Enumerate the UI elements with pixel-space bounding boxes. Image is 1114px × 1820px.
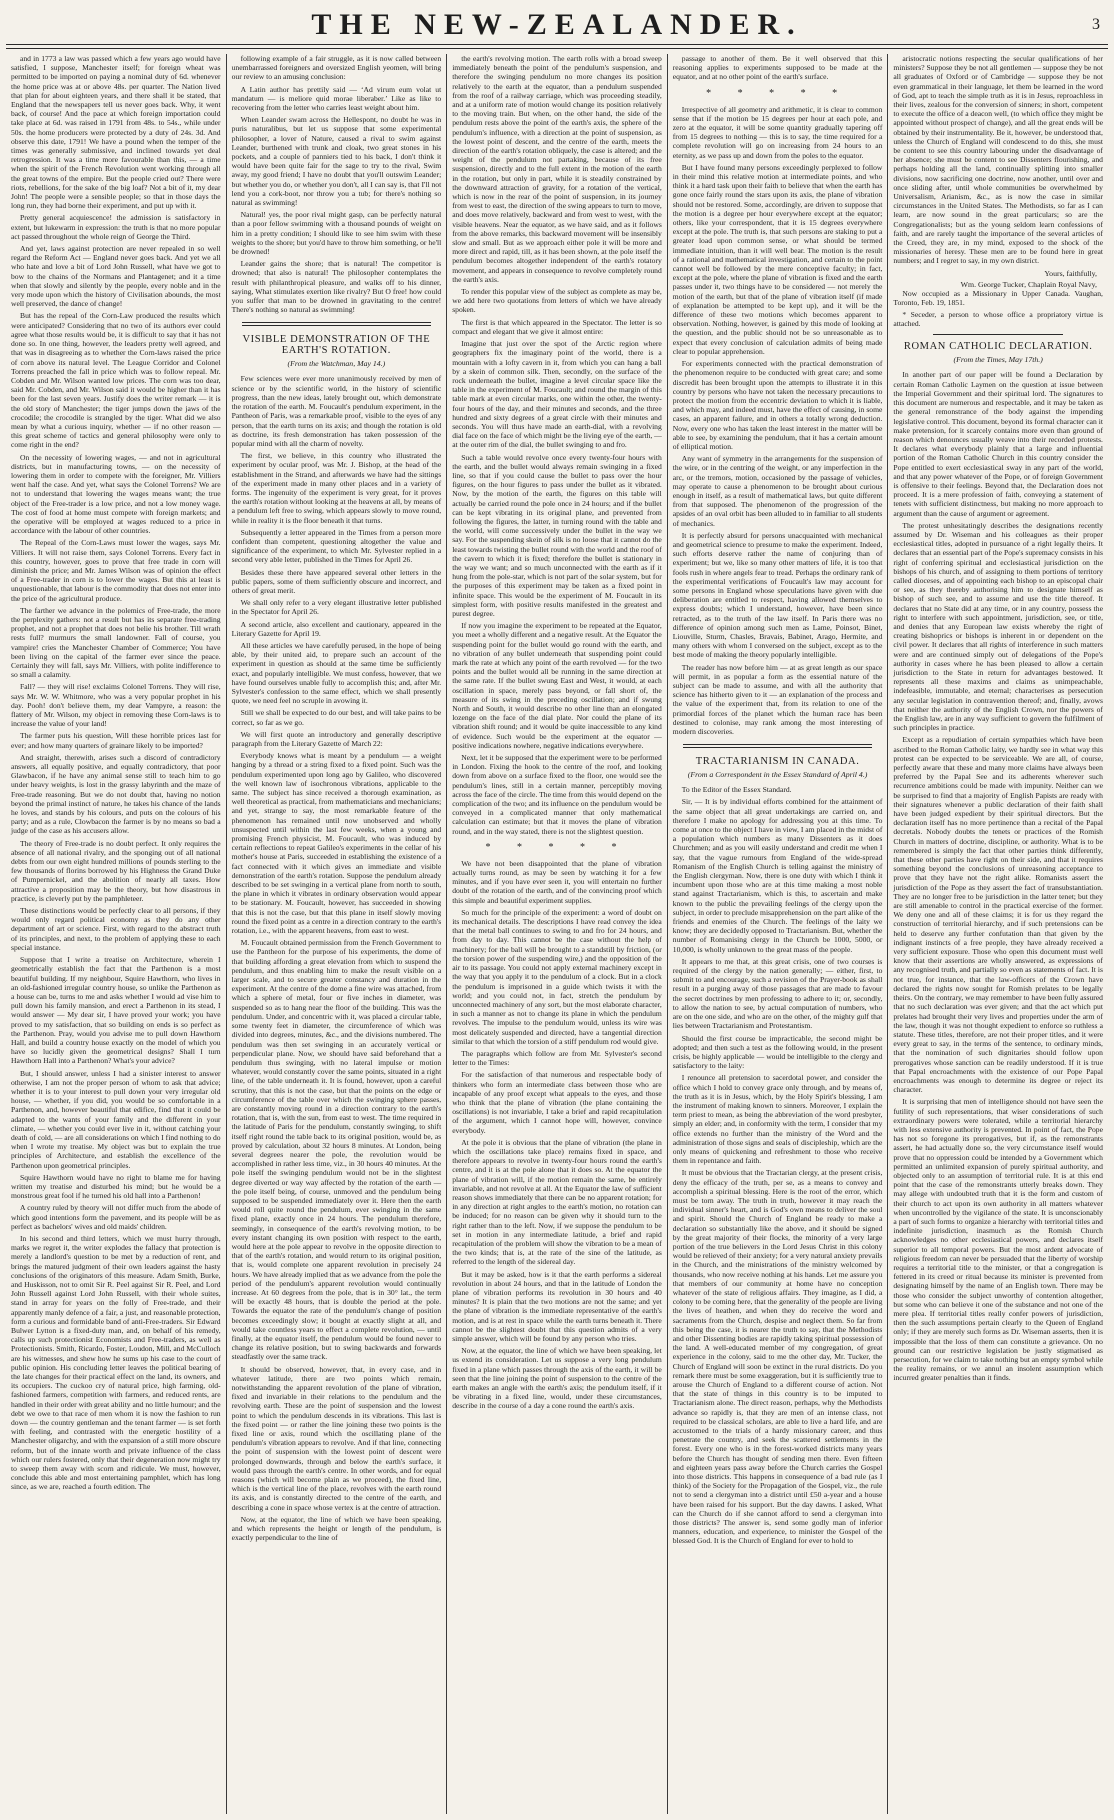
- article-paragraph: The first, we believe, in this country who illustrated the experiment by ocular proof, was Mr. J. Bishop, at the head of the establishment in the Strand, and afterwards we have had the sittings of the experiment made in many other places and in a variety of forms. The ingenuity of the experiment is very great, for it proves the earth's rotation without looking at the heavens at all, by means of a pendulum left free to swing, which appears slowly to move round, while in reality it is the floor beneath it that turns.: [231, 451, 442, 525]
- article-paragraph: The farther we advance in the polemics of Free-trade, the more the perplexity gathers: not a result but has its separate free-trading prophet, and not a prophet that does not belie his brother. Till wrath rests full? murmurs the small landowner. Fall of course, you vampire! cries the Manchester Chamber of Commerce; You have been living on the capital of the farmer ever since the peace. Certainly they will fall, says Mr. Villiers, with polite indifference to so small a calamity.: [11, 605, 221, 680]
- article-paragraph: The first is that which appeared in the Spectator. The letter is so compact and elegant that we give it almost entire:: [452, 317, 662, 336]
- article-paragraph: A second article, also excellent and cautionary, appeared in the Literary Gazette for April 19.: [231, 619, 442, 638]
- article-paragraph: Should the first course be impracticable, the second might be adopted; and then such a test as the following would, in the present crisis, be highly applicable — would be intelligible to the clergy and satisfactory to the laity:: [672, 1033, 883, 1071]
- article-paragraph: Natural! yes, the poor rival might gasp, can be perfectly natural than a poor fellow swimming with a thousand pounds of weight on him in a pretty condition; I should like to see him swim with these weights to the shore; but you'd have to throw him something, or he'll be drowned!: [231, 210, 442, 257]
- masthead-rule: [6, 44, 1108, 45]
- article-paragraph: On the necessity of lowering wages, — and not in agricultural districts, but in manufacturing towns, — on the necessity of lowering them in order to compete with the foreigner, Mr. Villiers went half the case. And yet, what says the Colonel Torrens? We are not to understand that lowering the wages means want; the true object of the Free-trader is a low price, and not a low money wage. The cost of food at home must compete with foreign markets; and the operative will be employed at wages reduced to a price in accordance with the labour of other countries.: [11, 452, 221, 536]
- article-paragraph: Irrespective of all geometry and arithmetic, it is clear to common sense that if the motion be 15 degrees per hour at each pole, and zero at the equator, it will be some quantity gradually tapering off from 15 degrees to nothing — this is to say, the time required for a complete revolution will go on increasing from 24 hours to an eternity, as we pass up and down from the poles to the equator.: [672, 104, 883, 160]
- article-paragraph: A country ruled by theory will not differ much from the abode of which good intentions form the pavement, and its people will be as perfect as bachelors' wives and old maids' children.: [11, 1203, 221, 1231]
- article-paragraph: Except as a repudiation of certain sympathies which have been ascribed to the Roman Catholic laity, we hardly see in what way this protest can be expected to be serviceable. We are all, of course, perfectly aware that these and many more claims have always been preferred by the Papal See and its adherents wherever such recurrence ambitions could be made with impunity. Neither can we be surprised to find that a majority of English Papists are ready with their signatures whenever a public declaration of their faith shall have been judged expedient by their spiritual directors. But the declaration itself has no more pertinence than a recital of the Papal decretals. Nobody doubts the tenets or practices of the Romish Church in matters of doctrine, discipline, or authority. What is to be remembered is simply the fact that other parties think differently, that these other parties have right on their side, and that it requires something beyond the conclusions of unreasoning acceptance to prove that they have not the right alike. Romanists assert the jurisdiction of the Pope as they assert the fact of transubstantiation. They are no longer free to be jurisdiction in the latter tenet; but they are still amenable to control in the practical exercise of the former. We deny one and all of these claims; it is for us they regard the construction of territorial hierarchy, and if such pretensions can be held to deserve any further confutation than that given by the indignant instincts of a free people, they have already received a very sufficient exposure. Those who open this document must well know that their assertions are wholly answered, as expressions of any recognised truth, and partially so even as statements of fact. It is not true, for instance, that the law-officers of the Crown have declared the rights now sought for Romish prelates to be legally theirs. On the contrary, we may remember to have been fully assured that no such declaration was ever given; and that the act which put prelates had brought their very lives and properties under the arm of the law, though it was not thought expedient to enforce so ruthless a statute. These titles, therefore, are not their proper titles, and it were every great to say, in the terms of the sentence, to ordinary minds, that the nomination of such dignitaries should follow upon prerogatives whose sanction can be readily understood. If it is true that Papal encroachments with the existence of our Pope Papal encroachments was enough to determine its degree or reject its character.: [893, 735, 1103, 1095]
- article-paragraph: Still we shall be expected to do our best, and will take pains to be correct, so far as we go.: [231, 708, 442, 727]
- article-paragraph: Few sciences were ever more unanimously received by men of science or by the scientific world, in the history of scientific progress, than the new ideas, lately brought out, which demonstrate the rotation of the earth. M. Foucault's pendulum experiment, in the Pantheon of Paris, was a remarkable proof, visible to the eyes of any person, that the earth turns on its axis; and though the rotation is old as doctrine, its fresh demonstration has taken possession of the popular mind with all the charm of novelty.: [231, 374, 442, 448]
- article-paragraph: The protest unhesitatingly describes the designations recently assumed by Dr. Wiseman and his colleagues as their proper ecclesiastical titles, adopted in pursuance of a right legally theirs. It declares that an essential part of the Pope's supremacy consists in his right of conferring spiritual and ecclesiastical jurisdiction on the bishops of his church, and of assigning to them portions of territory called dioceses, and of appointing each bishop to an episcopal chair or see, as they thereby authorising him to designate himself as bishop of such see, and to assume and use the title thereof. It declares that no State did at any time, or in any country, possess the right to interfere with such appointment, jurisdiction, see, or title, and denies that any European law exists whereby the right of creating bishoprics or bishops is inherent in or dependent on the civil power. It declares that all rights of interference in such matters were and are continued simply out of delegations of the Pope's authority in cases where he has been pleased to allow a certain jurisdiction to the State in return for advantages bestowed. It represents all these maxims and claims as unimpeachable, indefeasible, immutable, and eternal; characterises as persecution any secular legislation in contravention thereof; and, finally, avows that neither the authority of the English Crown, nor the powers of the English law, are in any way sufficient to govern the fulfilment of such principles in practice.: [893, 520, 1103, 733]
- article-paragraph: Imagine that just over the spot of the Arctic region where geographers fix the imaginary point of the world, there is a mountain with a lofty cavern in it, from which you can hang a ball by a skein of common silk. Then, secondly, on the surface of the rock underneath the bullet, imagine a level circular space like the table in the experiment of M. Foucault; and round the margin of this table mark at even circular marks, one within the other, the twenty-four hours of the day, and their minutes and seconds, and the three hundred and sixty degrees of a great circle with their minutes and seconds. You will thus have made an earth-dial, with a revolving dial face on the face of which might be the living eye of the earth, — at the outer rim of the dial, the bullet swinging to and fro.: [452, 339, 662, 450]
- article-source: (From the Watchman, May 14.): [287, 359, 386, 369]
- article-paragraph: Subsequently a letter appeared in the Times from a person more confident than competent, questioning altogether the value and significance of the experiment, to which Mr. Sylvester replied in a second very able letter, published in the Times for April 26.: [231, 527, 442, 565]
- article-paragraph: All these articles we have carefully perused, in the hope of being able, by their united aid, to prepare such an account of the experiment in question as should at the same time be sufficiently exact, and popularly intelligible. We must confess, however, that we have found ourselves unable fully to accomplish this; and, after Mr. Sylvester's confession to the same effect, which we shall presently quote, we need feel no scruple in avowing it.: [231, 640, 442, 706]
- article-paragraph: It is surprising that men of intelligence should not have seen the futility of such representations, that wiser considerations of such extraordinary powers were tolerated, while a territorial hierarchy with less extensive authority is prevented. In point of fact, the Pope has not so foregone its prerogatives, but if, as the remonstrants assert, he had actually done so, the very circumstance itself would prove that no oppression could be intended by a Government which permitted an unlimited expansion of purely spiritual authority, and objected only to an assumption of territorial rule. It is at this end point that the case of the remonstrants utterly breaks down. They may allege with undoubted truth that it is the form and custom of their church to act upon its own authority in all matters whatever when uncontrolled by the vigilance of the state. It is unconscionably a part of such forms to organize a hierarchy with territorial titles and indefinite jurisdiction, inasmuch as the Romish Church acknowledges no other ecclesiastical powers, and declares itself superior to all temporal powers. But the most ardent advocate of religious freedom can never be persuaded that the liberty of worship requires a territorial title to the minister, or that a congregation is fettered in its creed or ritual because its minister is prevented from designating himself by the name of an English town. There may be those who consider the subject unworthy of contention altogether, but some who can believe it one of the substance and not one of the mere plea. If territorial titles really confer powers of jurisdiction, then the such assumptions pertain clearly to the Queen of England only; if they are merely such forms as Dr. Wiseman asserts, then it is impossible that the loss of them can constitute a grievance. On no ground can our restrictive legislation be justly stigmatised as persecution, for we claim to take nothing but an empty symbol while the reality remains, or we annul an insolent assumption which incurred greater penalties than it finds.: [893, 1097, 1103, 1383]
- ellipsis-stars: * * * * *: [485, 841, 629, 853]
- column-2: [226, 54, 447, 1814]
- article-paragraph: The Repeal of the Corn-Laws must lower the wages, says Mr. Villiers. It will not raise them, says Colonel Torrens. Every fact in this country, however, goes to prove that free trade in corn will diminish the price; and Mr. James Wilson was of opinion the effect of a Free-trader in corn is to lower the wages. But this at least is unquestionable, that labour is the commodity that does not enter into the price of the agricultural produce.: [11, 538, 221, 603]
- article-paragraph: In another part of our paper will be found a Declaration by certain Roman Catholic Laymen on the question at issue between the Imperial Government and their spiritual lord. The signatures to this document are numerous and respectable, and it may be taken as the general remonstrance of the body against the impending legislative control. This document, beyond its formal character can it make pretension, for it scarcely contains more even than ground of reason which denounces usually weave into their recorded protests. It declares what everybody plainly that a large and influential portion of the Roman Catholic Church in this country consider the Pope entitled to exert ecclesiastical sway in any part of the world, and that any power whatever of the Pope, or of foreign Government is offensive to their feelings. Beyond that, the Declaration does not proceed. It is a mere profession of faith, conveying a statement of tenets with sufficient distinctness, but making no more approach to argument than the cause of argument or agreement.: [893, 370, 1103, 518]
- article-paragraph: These distinctions would be perfectly clear to all persons, if they would only regard political economy as they do any other department of art or science. First, with regard to the abstract truth of its principles, and next, to the problem of applying these to each special instance.: [11, 906, 221, 952]
- article-paragraph: M. Foucault obtained permission from the French Government to use the Pantheon for the purpose of his experiments, the dome of that building affording a great elevation from which to suspend the pendulum, and thus enabling him to make the result visible on a larger scale, and to secure greater constancy and duration in the experiment. At the centre of the dome a fine wire was attached, from which a sphere of metal, four or five inches in diameter, was suspended so as to hang near the floor of the building. This was the pendulum. Under, and concentric with it, was placed a circular table, some twenty feet in diameter, the circumference of which was divided into degrees, minutes, &c., and the divisions numbered. The pendulum was then set swinging in an accurately vertical or perpendicular plane. Now, we should have said beforehand that a pendulum thus swinging, with no lateral impulse or motion whatever, would constantly cover the same points, situated in a right line, of the table underneath it. It is found, however, upon a careful scrutiny, that this is not the case, but that the points on the edge or circumference of the table over which the swinging sphere passes, are constantly moving round in a direction contrary to the earth's rotation, that is, with the sun, from east to west. The time required in the latitude of Paris for the pendulum, constantly swinging, to shift itself right round the table back to its original position, would be, as proved by calculation, about 32 hours 8 minutes. At London, being several degrees nearer the pole, the revolution would be accomplished in rather less time, viz., in 30 hours 40 minutes. At the pole itself the swinging pendulum would not be in the slightest degree diverted or way way affected by the rotation of the earth — the pole itself being, of course, unmoved and the pendulum being supposed to be suspended immediately over it. Here then the earth would roll quite round the pendulum, ever swinging in the same fixed plane, exactly once in 24 hours. The pendulum therefore, seemingly, in consequence of the earth's revolving motion, to be every instant changing its own position with respect to the earth, would here at the pole appear to revolve in the opposite direction to that of the earth's rotation, and would return to its original position, that is, would complete one apparent revolution in precisely 24 hours. We have already implied that as we advance from the pole the period of the pendulum's apparent revolution would continually increase. At 60 degrees from the pole, that is in 30° lat., the term will be exactly 48 hours, that is double the period at the pole. Towards the equator the rate of the pendulum's change of position becomes exceedingly slow; it bought at exactly slight at all, and would take countless years to effect a complete revolution, — until finally, at the equator itself, the pendulum would be found never to change its relative position, but to swing backwards and forwards steadfastly over the same track.: [231, 938, 442, 1362]
- newspaper-title: THE NEW-ZEALANDER.: [311, 8, 803, 41]
- article-paragraph: following example of a fair struggle, as it is now called between unembarrassed foreigners and oversized English yeomen, will bring our review to an amusing conclusion:: [231, 54, 442, 82]
- article-paragraph: the earth's revolving motion. The earth rolls with a broad sweep immediately beneath the point of the pendulum's suspension, and therefore the swinging pendulum no more changes its position relatively to the earth at the equator, than a pendulum suspended from the roof of a railway carriage, which was proceeding steadily, and at a uniform rate of motion would change its position relatively to the moving train. But when, on the other hand, the side of the pendulum rests above the point of the earth's axis, the sphere of the pendulum's influence, with a direction at the point of suspension, as the lowest point of descent, and the centre of the earth, meets the direction of the earth's rotation obliquely, the case is altered; and the weight of the pendulum not partaking, because of its free suspension, directly and to the full extent in the motion of the earth in the rotation, but only in part, while it is steadily constrained by the downward attraction of gravity, for a rotation of the vertical, which is now in the rear of the point of suspension, in its journey from west to east, the direction of the swing appears to turn to move, and does move relatively, backward and from west to west, with the visible heavens. Near the equator, as we have said, and as it follows from the above remarks, this backward movement will be insensibly slow and small. But as we approach either pole it will be more and more direct and rapid, till, as it has been shown, at the pole itself the pendulum becomes altogether independent of the earth's rotatory movement, and appears in consequence to revolve completely round the earth's axis.: [452, 54, 662, 284]
- ellipsis-stars: * * * * *: [706, 87, 850, 99]
- page-number: 3: [1092, 16, 1100, 33]
- article-source: (From the Times, May 17th.): [953, 355, 1043, 365]
- article-paragraph: Next, let it be supposed that the experiment were to be performed in London. Fixing the hook to the centre of the roof, and looking down from above on a surface fixed to the floor, one would see the pendulum's lines, still in a certain manner, perceptibly moving across the face of the circle. The time from this would depend on the complication of the two; and its influence on the pendulum would be conveyed in a complicated manner that only mathematical calculation can estimate; but that it moves the plane of vibration round, and in the way stated, there is not the slightest question.: [452, 753, 662, 836]
- article-paragraph: For the satisfaction of that numerous and respectable body of thinkers who form an intermediate class between those who are incapable of any proof except what appeals to the eyes, and those who think that the plane of vibration (the plane containing the oscillations) is not invariable, I take a brief and rapid recapitulation of the argument, which I cannot hope will, however, convince everybody.: [452, 1070, 662, 1135]
- article-paragraph: If now you imagine the experiment to be repeated at the Equator, you meet a wholly different and a negative result. At the Equator the suspending point for the bullet would go round with the earth, and no vibration of any bullet underneath that suspending point could mark the rate at which any point of the earth revolved — for the two points and the bullet would all be running in the same direction at the same rate. If the bullet swung East and West, it would, at each oscillation in space, merely pass beyond, or fall short of, the measure of its swing in the preceding oscillation; and if swung North and South, it would describe no other line than an elongated lozenge on the face of the dial plate. Nor could the plane of its vibration shift round; and it would be quite inaccessible to any kind of evidence. Such would be the experiment at the equator — positive indications nowhere, negative indications everywhere.: [452, 621, 662, 750]
- article-headline: TRACTARIANISM IN CANADA.: [695, 756, 860, 768]
- article-paragraph: The reader has now before him — at as great length as our space will permit, in as popular a form as the essential nature of the subject can be made to assume, and with all the authority that science has hitherto given to it — an explanation of the process and the value of the experiment that, from its relation to one of the primordial forces of the planet which the human race has been destined to colonise, may rank among the most interesting of modern discoveries.: [672, 662, 883, 737]
- article-paragraph: And straight, therewith, arises such a discord of contradictory answers, all equally positive, and equally contradictory, that poor Glawbacon, if he have any animal sense still to teach him to go under heavy weights, is lost in the grassy labyrinth and the maze of Free-trade reasoning. But we do not doubt that, having no notion beyond the primal instinct of nature, he takes his chance of the lands he loves, and stands by his colours, and puts on the colours of his party; and as a rule, Clowbacon the farmer is by no means so bad a judge of the case as his accusers allow.: [11, 752, 221, 836]
- article-paragraph: The farmer puts his question, Will these horrible prices last for ever; and how many quarters of grainare likely to be imported?: [11, 731, 221, 750]
- article-paragraph: But I have found many persons exceedingly perplexed to follow in their mind this relative motion at intermediate points, and who think it a hard task upon their faith to believe that when the earth has gone once fairly round the stars upon its axis, the plane of vibration should not be restored. Some, accordingly, are driven to suppose that the motion is a degree per hour everywhere except at the equator; others, like your correspondent, that it is 15 degrees everywhere except at the pole. The truth is, that such persons are staking to put a greater load upon common sense, or what should be termed immediate intuition, than it will well bear. The motion is the result of a rational and mathematical investigation, and certain to the point cannot well be followed by the mere conceptive faculty; in fact, except at the pole, where the plane of vibration is fixed and the earth passes under it, two things have to be considered — not merely the motion of the earth, but that of the plane of vibration itself (if made of explanation be attempted to be kept up), and it will be the difference of these two motions which becomes apparent to observation. Nothing, however, is gained by this mode of looking at the question, and the public should not be so unreasonable as to expect that every conclusion of calculation admits of being made clear to popular apprehension.: [672, 162, 883, 356]
- columns-container: [6, 54, 1108, 1814]
- article-paragraph: Any want of symmetry in the arrangements for the suspension of the wire, or in the centring of the weight, or any imperfection in the arc, or the tremors, motion, occasioned by the passage of vehicles, may operate to cause a phenomenon to be brought about curious enough in itself, as a result of mathematical laws, but quite different from that supposed. The phenomenon of the progression of the apsides of an oval orbit has been alluded to in familiar to all students of mechanics.: [672, 454, 883, 528]
- article-paragraph: It is perfectly absurd for persons unacquainted with mechanical and geometrical science to presume to make the experiment. Indeed, such efforts deserve rather the name of conjuring than of experiment; but we, like so many other matters of life, it is too that fools rush in where angels fear to tread. Perhaps the ordinary rank of the experimental verifications of Foucault's law may account for some persons in England whose speculations have given with due deliberation are entitled to respect, having allowed themselves to express doubts; which I understand, however, have been since retracted, as to the truth of the law itself. In Paris there was no difference of opinion among such men as Lame, Poinsot, Binet, Liouville, Sturm, Chasles, Bravais, Babinet, Arago, Hermite, and many others with whom I conversed on the subject, except as to the best mode of making the theory popularly intelligible.: [672, 530, 883, 660]
- article-headline: ROMAN CATHOLIC DECLARATION.: [903, 341, 1093, 353]
- masthead: [6, 6, 1108, 49]
- article-paragraph: The theory of Free-trade is no doubt perfect. It only requires the absence of all national rivalry, and the sponging out of all national debts from our own eight hundred millions of pounds sterling to the few thousands of florins borrowed by his Highness the Grand Duke of Pumpernickel, and the abolition of nearly all taxes. How attractive a proposition may be the theory, but how disastrous in practice, is cleverly put by the pamphleteer.: [11, 838, 221, 903]
- article-paragraph: But has the repeal of the Corn-Law produced the results which were anticipated? Considering that no two of its authors ever could agree what those results would be, it is difficult to say that it has not done so. In one thing, however, the leaders pretty well agreed, and that was in disagreeing as to whether the Corn-laws raised the price of corn above its natural level. The League Corridor and Colonel Torrens preached the fall in price which was to follow repeal. Mr. Cobden and Mr. Wilson wanted low prices. The corn was too dear, said Mr. Cobden, and Mr. Wilson said it would be higher than it has been for the last seven years. Justify does the writer remark — it is the old story of Manchester; the tiger jumps down the jaws of the crocodile; the crocodile is strangled by the tiger. What did we also mean by what a curious inquiry, whether — if no other reason — this great scheme of tactics and general philosophy were only to come right in the end?: [11, 311, 221, 450]
- article-paragraph: To the Editor of the Essex Standard.: [681, 785, 792, 795]
- letter-signature: Wm. George Tucker, Chaplain Royal Navy,: [960, 279, 1097, 289]
- article-paragraph: Such a table would revolve once every twenty-four hours with the earth, and the bullet would always remain swinging in a fixed line, so that if you could cause the bullet to pass over the hour figures, on the hour figures to pass under the bullet as it vibrated. Now, by the motion of the earth, the figures on this table will actually be carried round the pole once in 24 hours; and if the bullet can be kept vibrating in its original plane, and prevented from following the figures, the latter, in turning round with the table and the world, will come successively under the bullet in the way we say. For the suspending skein of silk is no loose that it cannot do the least towards twisting the bullet round with the world and the roof of the cavern to which it is fixed; therefore the bullet is stationary in the way we want; and so much unconnected with the earth as if it hung from the pole-star, which is not part of the solar system, but for the purposes of this experiment may be taken as a fixed point in infinite space. This would be the experiment of M. Foucault in its simplest form, with positive results manifested in the greatest and purest degree.: [452, 452, 662, 618]
- column-1: [6, 54, 226, 1814]
- article-paragraph: We will first quote an introductory and generally descriptive paragraph from the Literary Gazette of March 22:: [231, 729, 442, 748]
- article-paragraph: passage to another of them. Be it well observed that this reasoning applies to experiments supposed to be made at the equator, and at no other point of the earth's surface.: [672, 54, 883, 82]
- column-3: [446, 54, 667, 1814]
- article-paragraph: And yet, laws against protection are never repealed in so well regard the Reform Act — England never goes back. And yet we all who hate and love a bit of Lord John Russell, what have we got to bow to the chains of the Normans and Plantagenet; and it a time when that slowly and silently by the people, every noble and in the very mode upon which the history of Civilisation abounds, the most well preserved, the dance of change!: [11, 244, 221, 309]
- article-paragraph: aristocratic notions respecting the secular qualifications of her ministers? Suppose they be not all gentlemen — suppose they be not all graduates of Oxford or of Cambridge — suppose they be not even grammatical in their language, let them be learned in the word of God, apt to teach the simple truth as it is in Jesus, reproachless in their lives, zealous for the conversion of sinners; in short, competent to execute the office of a deacon well, (to which office they might be appointed without prospect of change), and all the great ends will be obtained by their instrumentality. Be it, however, be understood that, unless the Church of England will condescend to do this, she must be content to see this country labouring under the disadvantage of her absence; she must be content to see Dissenters flourishing, and perhaps holding all the land, continually splitting into smaller divisions, now sacrificing one doctrine, now another, until over and once sliding after, until whole communities be overwhelmed by Universalism, Arianism, &c., as is now the case in similar circumstances in the United States. The Methodists, so far as I can learn, are now sound in the great particulars; so are the Congregationalists; but as the young seldom learn confessions of faith, and are rarely taught the importance of the several articles of the Creed, they are, in my mind, exposed to the shock of the missionaries of heresy. These men are to be found here in great numbers; and I regret to say, in my own district.: [893, 54, 1103, 266]
- section-divider: [933, 334, 1063, 335]
- column-5: [887, 54, 1108, 1814]
- article-paragraph: We shall only refer to a very elegant illustrative letter published in the Spectator for April 26.: [231, 598, 442, 617]
- article-paragraph: Now, at the equator, the line of which we have been speaking, and which represents the height or length of the pendulum, is exactly perpendicular to the line of: [231, 1514, 442, 1543]
- article-paragraph: Fall? — they will rise! exclaims Colonel Torrens. They will rise, says Mr. W. W. Whitmore, who was a very popular prophet in his day. Pooh! don't believe them, my dear Vampyre, a reason: the flattery of Mr. Wilson, my object in removing these Corn-laws is to increase the value of your land!: [11, 682, 221, 729]
- section-divider: [242, 322, 432, 326]
- article-paragraph: In his second and third letters, which we must hurry through, marks we regret it, the writer explodes the fallacy that protection is merely a landlord's question to be met by a reduction of rent, and brings the matured judgment of their own leaders against the hasty conclusions of the originators of this measure. Adam Smith, Burke, and Huskisson, not to omit Sir R. Peel against Sir R. Peel, and Lord John Russell against Lord John Russell, with their whole suites, stand in array for years on the folly of Free-trade, and their apparently manly defence of a fair, a just, and reasonable protection, form a curious and formidable band of anti-Free-traders. Sir Edward Bulwer Lytton is a fixed-duty man, and, on behalf of his remedy, calls up such protectionist Economists and Free-traders, as well as Protectionists. Smith, Ricardo, Foster, Loudon, Mill, and McCulloch are his witnesses, and shew how he sums up his case to the court of public opinion. His concluding letter leaves the political bearing of the late changes for their practical effect on the land, its owners, and its occupiers. The cuckoo cry of natural price, high farming, old-fashioned farmers, competition with farmers, and reduced rents, are handled in their order with great ability and no little humour; and the debt we owe to that race of men whom it is now the fashion to run down — the country gentleman and the tenant farmer — is set forth with feeling, and contrasted with the energetic hostility of a Manchester oligarchy, and with the expansion of a still more obscure reform, but of the innate worth and private influence of the class which our rulers fostered, only that their degeneration now might try to sweep them away with scorn and ridicule. We must, however, conclude this able and most entertaining pamphlet, which has long since, as we are, reached a fourth edition. The: [11, 1233, 221, 1492]
- article-paragraph: Leander gains the shore; that is natural! The competitor is drowned; that also is natural! The philosopher contemplates the result with philanthropical pleasure, and walks off to his dinner, saying, What stimulates exertion like rivalry? But O free! how could you suffer that man to be drowned in gravitating to the centre! There's nothing so natural as swimming!: [231, 259, 442, 315]
- article-source: (From a Correspondent in the Essex Standard of April 4.): [687, 770, 868, 780]
- article-paragraph: Besides these there have appeared several other letters in the public papers, some of them sufficiently obscure and incorrect, and others of great merit.: [231, 567, 442, 595]
- article-paragraph: Everybody knows what is meant by a pendulum — a weight hanging by a thread or a string fixed to a fixed point. Such was the pendulum experimented upon long ago by Galileo, who discovered the well known law of isochronous vibrations, applicable to the same. The subject has since received a thorough examination, as well theoretical as practical, from mathematicians and mechanicians; and yet, strange to say, the most remarkable feature of the phenomenon has remained until now unobserved and wholly unsuspected until within the last few weeks, when a young and promising French physicist, M. Foucault, who was induced by certain reflections to repeat Galileo's experiments in the cellar of his mother's house at Paris, succeeded in establishing the existence of a fact connected with it which gives an immediate and visible demonstration of the earth's rotation. Suppose the pendulum already described to be set swinging in a vertical plane from north to south, the plane in which it vibrates in ordinary observation would appear to be stationary. M. Foucault, however, has succeeded in showing that this is not the case, but that this plane in itself slowly moving round the fixed point as a centre in a direction contrary to the earth's rotation, i.e., with the apparent heavens, from east to west.: [231, 751, 442, 936]
- article-paragraph: Now occupied as a Missionary in Upper Canada. Vaughan, Toronto, Feb. 19, 1851.: [893, 288, 1103, 307]
- article-paragraph: It appears to me that, at this great crisis, one of two courses is required of the clergy by the nation generally; — either, first, to submit to and encourage, such a revision of the Prayer-book as shall result in a purging away of those passages that are made to favour the secret doctrines by men professing to adhere to it; or, secondly, to allow the nation to see, by actual computation of numbers, who are on the one side, and who are on the other, of the mighty gulf that lies between Tractarianism and Protestantism.: [672, 956, 883, 1031]
- article-paragraph: I renounce all pretension to sacerdotal power, and consider the office which I hold to convey grace only through, and by means of, the truth as it is in Jesus, which, by the Holy Spirit's blessing, I am the instrument of making known to sinners. Moreover, I explain the term priest to mean, as being the abbreviation of the word presbyter, simply an elder; and, in conformity with the term, I consider that my office extends no further than the ministry of the Word and the administration of those signs and seals of discipleship, which are the only means of quickening and refreshment to those who receive them in repentance and faith.: [672, 1073, 883, 1166]
- article-paragraph: The paragraphs which follow are from Mr. Sylvester's second letter to the Times:: [452, 1048, 662, 1068]
- article-paragraph: At the pole it is obvious that the plane of vibration (the plane in which the oscillations take place) remains fixed in space, and therefore appears to revolve in twenty-four hours round the earth's centre, and it is at the pole alone that it does so. At the equator the plane of vibration will, if the motion remain the same, be entirely invariable, and not revolve at all. At the Equator the law of sufficient reason shows immediately that there can be no apparent rotation; for in any direction at right angles to the earth's motion, no rotation can be induced; for no reason can be given why it should turn to the right rather than to the left. Now, if we suppose the pendulum to be set in motion in any intermediate latitude, a brief and rapid recapitulation of the problem will show the vibration to be a mean of the two kinds; that is, at the rate of the sine of the latitude, as referred to the length of the sidereal day.: [452, 1137, 662, 1267]
- article-paragraph: To render this popular view of the subject as complete as may be, we add here two quotations from letters of which we have already spoken.: [452, 287, 662, 315]
- article-paragraph: It should be observed, however, that, in every case, and in whatever latitude, there are two points which remain, notwithstanding the apparent revolution of the plane of vibration, fixed and invariable in their relations to the pendulum and the revolving earth. These are the point of suspension and the lowest point to which the pendulum descends in its vibrations. This last is the fixed point — or rather the line joining these two points is the fixed line or axis, round which the oscillating plane of the pendulum's vibration appears to revolve. And if that line, connecting the point of suspension with the lowest point of descent were prolonged downwards, through and below the earth's surface, it would pass through the earth's centre. In other words, and for equal reasons (which will become plain as we proceed), the fixed line, which is the vertical line of the place, revolves with the earth round its axis, and is constantly directed to the centre of the earth, and describing a cone in space whose vertex is at the centre of attraction.: [231, 1364, 442, 1512]
- article-headline: VISIBLE DEMONSTRATION OF THE EARTH'S ROTATION.: [242, 334, 431, 357]
- article-paragraph: Pretty general acquiescence! the admission is satisfactory in extent, but lukewarm in expression: the truth is that no more popular act passed throughout the whole reign of George the Third.: [11, 213, 221, 241]
- article-paragraph: A Latin author has prettily said — ‘Ad virum eum volat ut mandatum — is meliore quid morae liberaber.’ Like as like to recovering from the letter who carries least weight about him.: [231, 84, 442, 113]
- article-paragraph: When Leander swam across the Hellespont, no doubt he was in puris naturalibus, but let us suppose that some experimental philosopher, a lover of Nature, caused a rival to swim against Leander, burthened with trunk and cloak, two great stones in his pockets, and a couple of panniers tied to his back, I don't think it would have been quite fair for the sage to try to the rival, Swim away, my good friend; I have no doubt that you'll outswim Leander; but whether you do, or whether you don't, all I can say is, that I'll not lend you a cork-boot, nor throw you a tub; for there's nothing so natural as swimming!: [231, 115, 442, 208]
- article-paragraph: * Seceder, a person to whose office a propriatory virtue is attached.: [893, 310, 1103, 329]
- letter-signature: Yours, faithfully,: [1044, 268, 1097, 278]
- article-paragraph: Suppose that I write a treatise on Architecture, wherein I geometrically establish the fact that the Parthenon is a most beautiful building. If my neighbour, Squire Hawthorn, who lives in an old-fashioned irregular country house, so unlike the Parthenon as a house can be, turns to me and asks whether I would ad vise him to pull down his family mansion, and erect a Parthenon in its stead, I would answer — My dear sir, I have proved your work; you have proved to my satisfaction, that so building on ends is so perfect as the Parthenon. Pray, would you advise me to pull down Hawthorn Hall, and build a country house exactly on the model of which you have so lucidly given the geometrical designs? Shall I turn Hawthorn Hall into a Parthenon? What's your advice?: [11, 955, 221, 1066]
- section-divider: [683, 744, 873, 748]
- article-paragraph: But it may be asked, how is it that the earth performs a sidereal revolution in about 24 hours, and that in the latitude of London the plane of vibration performs its revolution in 30 hours and 40 minutes? It is plain that the two motions are not the same; and yet the plane of vibration is the immediate representative of the earth's motion, and is at rest in space while the earth turns beneath it. There cannot be the slightest doubt that this question admits of a very simple answer, which will be found by any person who tries.: [452, 1269, 662, 1344]
- column-4: [667, 54, 888, 1814]
- article-paragraph: We have not been disappointed that the plane of vibration actually turns round, as may be seen by watching it for a few minutes, and if you have ever seen it, you will entertain no further doubt of the rotation of the earth, and of the convincing proof which this simple and beautiful experiment supplies.: [452, 858, 662, 905]
- article-paragraph: But, I should answer, unless I had a sinister interest to answer otherwise, I am not the proper person of whom to ask that advice; whether it is to your interest to pull down your very irregular old house, — whether, if you did, you would be so comfortable in a Parthenon, and, however beautiful that edifice, find that it could be adapted to the wants of your family and the different in your climate, — whether you could ever live in it, without catching your death of cold, — are all considerations on which I find nothing to do when I wrote my treatise. My object was but to explain the true principles of Architecture, and establish the excellence of the Parthenon upon geometrical principles.: [11, 1068, 221, 1170]
- article-paragraph: Now, at the equator, the line of which we have been speaking, let us extend its consideration. Let us suppose a very long pendulum fixed in a plane which passes through the axis of the earth, it will be seen that the line joining the point of suspension to the centre of the earth makes an angle with the earth's axis; the pendulum itself, if it be vibrating in a fixed line, would, under these circumstances, describe in the course of a day a cone round the earth's axis.: [452, 1346, 662, 1411]
- article-paragraph: and in 1773 a law was passed which a few years ago would have satisfied, I suppose, Manchester itself; for foreign wheat was permitted to be imported on paying a nominal duty of 6d. whenever the home price was at or above 48s. per quarter. The Nation lived that plan for about eighteen years, and there shall it be stated, that England that the newspapers tell us never goes back. Why, it went back, of course! And the pace at which foreign importation could take place at 6d. was raised in 1791 from 48s. to 54s., while under 50s. the home producers were protected by a duty of 24s. 3d. And observe this date, 1791! We have a pound when the temper of the times was generally submissive, and inclined towards yet deal retrogression. It was a time more favourable than this, — a time when the spirit of the French Revolution went working through all the great towns of the empire. But the people cried out? There were riots, rebellions, for the sake of the big loaf? Not a bit of it, my dear John! The people were a sensible people; so that in those days the long run, they had borne their experiment, and put up with it.: [11, 54, 221, 211]
- article-paragraph: Squire Hawthorn would have no right to blame me for having written my treatise and disturbed his mind; but he would be a monstrous great fool if he turned his old hall into a Parthenon!: [11, 1172, 221, 1201]
- article-paragraph: Sir, — It is by individual efforts combined for the attainment of the same object that all great undertakings are carried on, and therefore I make no apology for addressing you at this time. To come at once to the object I have in view, I am placed in the midst of a population which numbers as many Dissenters as it does Churchmen; and as you will easily understand and credit me when I say, that the vague rumours from England of the wide-spread Romanism of the English Church is telling against the ministry of the English clergyman. Now, there is one duty with which I think it incumbent upon those who are at this time making a most noble stand against Tractarianism, which is this, to ascertain and make known to the public the prevailing feelings of the clergy upon the subject, in order to preclude misapprehension on the part alike of the friends and enemies of the Church. The feelings of the laity we know; they are decidedly opposed to Tractarianism. But, whether the number of Romanising clergy in the Church be 1000, 5000, or 10,000, is wholly unknown to the great mass of the people.: [672, 797, 883, 954]
- article-paragraph: So much for the principle of the experiment: a word of doubt on its mechanical details. The descriptions I have read convey the idea that the metal ball continues to swing to and fro for 24 hours, and from day to day. This cannot be the case without the help of machinery; for the ball will be brought to a standstill by friction, (or the torsion power of the suspending wire,) and the opposition of the air to its passage. You could not apply external machinery except in the way that you apply it to the pendulum of a clock. But in a clock the pendulum is imprisoned in a guide which twists it with the world; and you could not, in fact, stretch the pendulum by unconnected machinery of any sort, but the most elaborate character, in such a manner as not to change its plane in which the pendulum revolves. The impulse to the pendulum would, unless its wire was most delicately suspended and directed, have a tangential direction similar to that which the torsion of a stiff pendulum rod would give.: [452, 907, 662, 1046]
- article-paragraph: For experiments connected with the practical demonstration of the phenomenon require to be conducted with great care; and some discredit has been brought upon the attempts to illustrate it in this country by persons who have not taken the necessary precautions to protect the motion from the eccentric deviation to which it is liable, and which may, and indeed must, have the effect of causing, in some cases, an apparent failure, and in others a totally wrong deduction. Now, every one who has taken the least interest in the matter will be able to see, by examining the pendulum, that it has a certain amount of elliptical motion.: [672, 359, 883, 451]
- article-paragraph: It must be obvious that the Tractarian clergy, at the present crisis, deny the efficacy of the truth, per se, as a means to convey and accomplish a spiritual blessing. Here is the root of the error, which must be torn away. The truth in truth, however it may reach the individual sinner's heart, and is God's own means to deliver the soul and spirit. Should the Church of England be ready to make a declaration so substantially like the above, and it should be signed by the great majority of their flocks, the minority of a very large portion of the true believers in the Lord Jesus Christ in this colony would be relieved of their anxiety; for a very natural anxiety prevails in the Church, and the ministrations of the ministry welcomed by thousands, who now receive nothing at his hands. Let me assure you that members of our community at home have no conception whatever of the state of religious affairs. They imagine, as I did, a colony to be coming here, that the generality of the people are living the lives of heathen, and when they do receive the word and sacraments from the Church, despise and neglect them. So far from this being the case, it is nearer the truth to say, that the Methodists and other Dissenting bodies are rapidly taking spiritual possession of the land. A well-educated member of my congregation, of great experience in the colony, said to me the other day, Mr. Tucker, the Church of England will soon be extinct in the rural districts. Do you remark there must be some exaggeration, but it is sufficiently true to arouse the Church of England to a different course of action. Not that the state of things in this country is to be imputed to Tractarianism alone. The direct reason, perhaps, why the Methodists advance so rapidly is, that they are men of an intense class, not required to be classical scholars, are able to live a hard life, and are accustomed to the trials of a hardy missionary career, and thus penetrate the country, and seek the scattered settlements in the forest. Every one who is in the forest-worked districts many years before the Church has thought of sending men there. Even fifteen and eighteen years pass away before the Church carries the Gospel into those districts. This happens in consequence of a bad rule (as I think) of the Society for the Propagation of the Gospel, viz., the rule not to send a clergyman into a district until £50 a-year and a house have been raised for his support. But the day dawns. I asked, What can the Church do if she cannot afford to send a clergyman into those districts? The answer is, send some godly man of inferior manners, education, and experience, to minister the Gospel of the blessed God. It is the Church of England for ever to hold to: [672, 1168, 883, 1546]
